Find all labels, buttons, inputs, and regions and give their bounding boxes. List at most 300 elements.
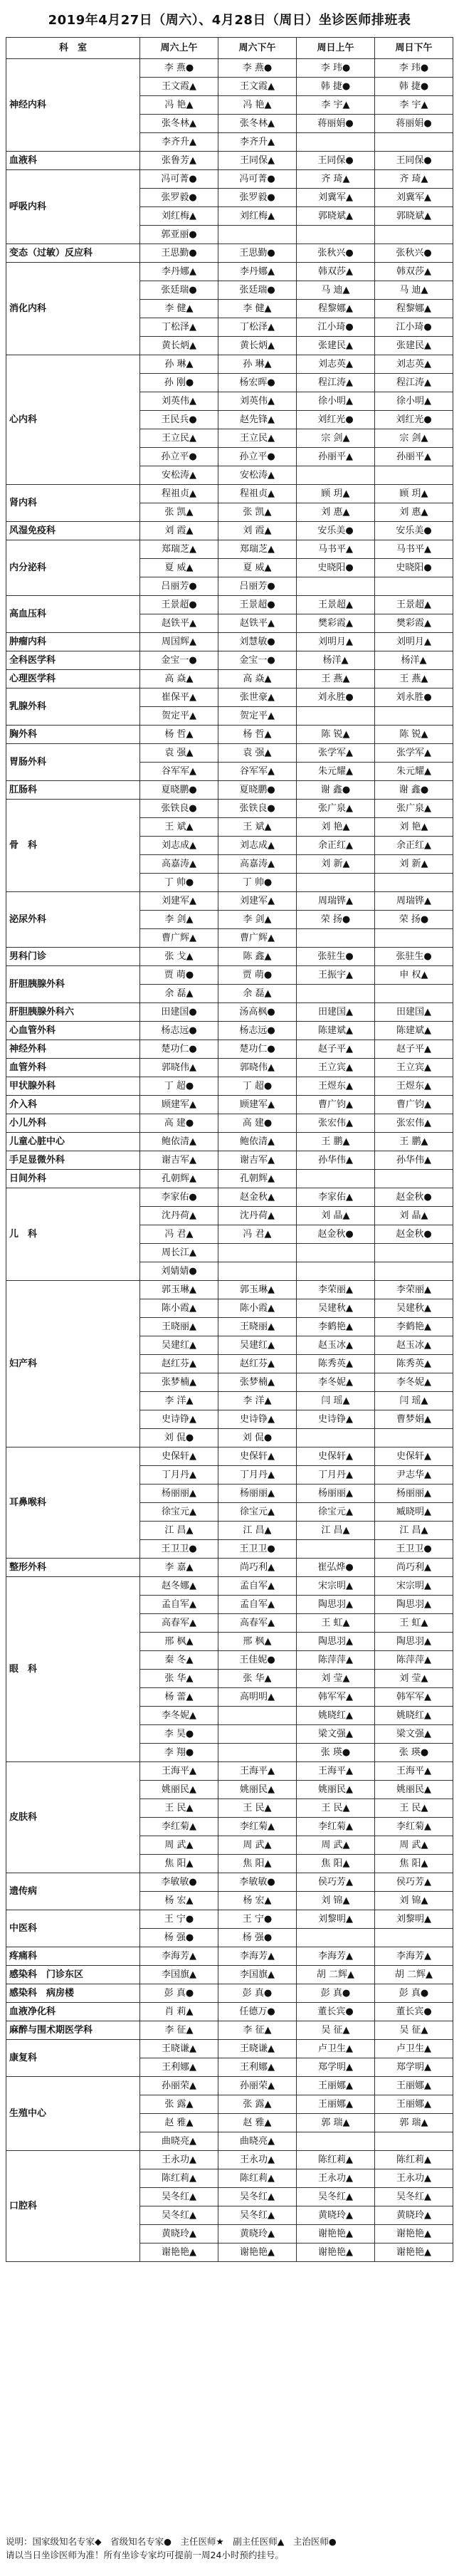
doctor-cell: 张鲁芳▲ — [140, 152, 218, 170]
doctor-cell: 陈萍萍▲ — [297, 1651, 375, 1670]
header-sat-pm: 周六下午 — [218, 38, 297, 59]
doctor-cell: 高嘉涛▲ — [218, 855, 297, 874]
doctor-cell: 宗 剑▲ — [375, 429, 453, 448]
doctor-cell: 王 斌▲ — [140, 818, 218, 837]
doctor-cell: 崔保平▲ — [140, 688, 218, 707]
department-name: 介入科 — [6, 1096, 140, 1114]
doctor-cell: 刘 新▲ — [375, 855, 453, 874]
doctor-cell: 金宝一● — [218, 651, 297, 670]
table-row — [6, 2021, 453, 2040]
doctor-cell: 李国旗▲ — [140, 1966, 218, 1984]
doctor-cell — [297, 577, 375, 596]
doctor-cell: 李冬妮▲ — [297, 1373, 375, 1392]
table-row — [6, 2151, 453, 2169]
doctor-cell: 贾 萌● — [140, 966, 218, 985]
doctor-cell: 张宏伟▲ — [375, 1114, 453, 1133]
doctor-cell: 刘 莹▲ — [297, 1670, 375, 1688]
department-name: 手足显微外科 — [6, 1151, 140, 1170]
doctor-cell: 张梦楠▲ — [218, 1373, 297, 1392]
doctor-cell: 孙 刚● — [140, 374, 218, 392]
doctor-cell: 史晓阳● — [297, 559, 375, 577]
doctor-cell: 杨 哲▲ — [218, 726, 297, 744]
doctor-cell: 杨丽丽▲ — [297, 1485, 375, 1503]
doctor-cell — [218, 1744, 297, 1762]
doctor-cell: 王海平▲ — [218, 1762, 297, 1781]
doctor-cell: 陈红莉▲ — [375, 2151, 453, 2169]
doctor-cell: 郭晓伟▲ — [218, 1059, 297, 1077]
doctor-cell: 郭 瑞▲ — [297, 2114, 375, 2132]
department-name: 皮肤科 — [6, 1762, 140, 1873]
doctor-cell: 史保轩▲ — [297, 1447, 375, 1466]
footer-notes — [6, 2535, 453, 2562]
department-name: 血液科 — [6, 152, 140, 170]
doctor-cell: 田建国▲ — [297, 1003, 375, 1022]
table-row — [6, 485, 453, 503]
doctor-cell: 刘 锦▲ — [297, 1892, 375, 1910]
doctor-cell: 陈萍萍▲ — [375, 1651, 453, 1670]
doctor-cell: 张梦楠▲ — [140, 1373, 218, 1392]
doctor-cell: 刘英伟▲ — [218, 392, 297, 411]
doctor-cell: 王 虹▲ — [297, 1614, 375, 1633]
department-name: 耳鼻喉科 — [6, 1447, 140, 1559]
doctor-cell: 王 燕▲ — [297, 670, 375, 688]
doctor-cell: 朱元耀▲ — [375, 763, 453, 781]
department-name: 心理医学科 — [6, 670, 140, 688]
department-name: 肿瘤内科 — [6, 633, 140, 651]
doctor-cell: 赵冬娜▲ — [140, 1577, 218, 1596]
doctor-cell: 郭晓伟▲ — [140, 1059, 218, 1077]
doctor-cell: 肖 莉▲ — [140, 2003, 218, 2021]
doctor-cell: 李荣丽▲ — [375, 1281, 453, 1299]
doctor-cell — [297, 133, 375, 152]
doctor-cell: 尹志华▲ — [375, 1466, 453, 1485]
doctor-cell: 韩 捷● — [375, 78, 453, 96]
doctor-cell: 马书平▲ — [297, 540, 375, 559]
doctor-cell: 吴冬红▲ — [218, 2188, 297, 2206]
doctor-cell — [375, 1244, 453, 1262]
doctor-cell: 赵玉冰▲ — [297, 1336, 375, 1355]
doctor-cell: 高春军▲ — [218, 1614, 297, 1633]
doctor-cell: 丁月丹▲ — [140, 1466, 218, 1485]
doctor-cell: 梁文强▲ — [297, 1725, 375, 1744]
doctor-cell: 程祖贞▲ — [140, 485, 218, 503]
doctor-cell: 余 磊▲ — [218, 985, 297, 1003]
doctor-cell — [375, 929, 453, 948]
doctor-cell: 李鹤艳▲ — [375, 1318, 453, 1336]
doctor-cell: 李红菊▲ — [375, 1818, 453, 1836]
doctor-cell: 孙 琳▲ — [218, 355, 297, 374]
doctor-cell: 刘志英▲ — [297, 355, 375, 374]
doctor-cell: 李冬妮▲ — [140, 1707, 218, 1725]
doctor-cell: 王 燕▲ — [375, 670, 453, 688]
doctor-cell: 贺定平▲ — [140, 707, 218, 726]
doctor-cell: 丁松泽▲ — [218, 318, 297, 337]
doctor-cell: 张宏伟▲ — [297, 1114, 375, 1133]
table-row — [6, 744, 453, 763]
department-name: 日间外科 — [6, 1170, 140, 1188]
doctor-cell: 吴 征▲ — [297, 2021, 375, 2040]
doctor-cell — [375, 133, 453, 152]
doctor-cell: 陈 锐▲ — [375, 726, 453, 744]
table-row — [6, 948, 453, 966]
doctor-cell: 赵子平▲ — [375, 1040, 453, 1059]
doctor-cell: 王 民▲ — [140, 1799, 218, 1818]
doctor-cell: 刘冀军▲ — [375, 189, 453, 207]
doctor-cell: 闫 瑶▲ — [297, 1392, 375, 1410]
doctor-cell: 胡 二辉▲ — [375, 1966, 453, 1984]
doctor-cell: 彭 真● — [140, 1984, 218, 2003]
doctor-cell — [218, 1262, 297, 1281]
table-row — [6, 1077, 453, 1096]
doctor-cell: 刘明月▲ — [297, 633, 375, 651]
appointment-note: 请以当日坐诊医师为准！所有坐诊专家均可提前一周24小时预约挂号。 — [6, 2550, 284, 2560]
doctor-cell: 丁 帅● — [218, 874, 297, 892]
doctor-cell: 韩双莎▲ — [375, 263, 453, 281]
doctor-cell: 安松涛▲ — [140, 466, 218, 485]
doctor-cell: 楚功仁● — [218, 1040, 297, 1059]
doctor-cell: 王丽娜▲ — [297, 2077, 375, 2095]
doctor-cell: 程黎娜▲ — [375, 300, 453, 318]
doctor-cell: 李 宇▲ — [297, 96, 375, 115]
doctor-cell: 王丽娜▲ — [297, 2095, 375, 2114]
doctor-cell: 陈秀英▲ — [297, 1355, 375, 1373]
doctor-cell: 吴冬红▲ — [375, 2188, 453, 2206]
doctor-cell: 孙丽平▲ — [375, 448, 453, 466]
doctor-cell: 张 华▲ — [218, 1670, 297, 1688]
doctor-cell: 郑瑞芝▲ — [218, 540, 297, 559]
doctor-cell — [297, 1262, 375, 1281]
doctor-cell: 李国旗▲ — [218, 1966, 297, 1984]
doctor-cell: 王 民▲ — [297, 1799, 375, 1818]
doctor-cell: 陶思羽▲ — [375, 1596, 453, 1614]
doctor-cell: 杨 强● — [218, 1929, 297, 1947]
doctor-cell: 孙丽荣▲ — [218, 2077, 297, 2095]
doctor-cell: 刘 霞▲ — [140, 522, 218, 540]
doctor-cell — [297, 226, 375, 244]
doctor-cell: 王永功▲ — [218, 2151, 297, 2169]
table-row — [6, 540, 453, 559]
doctor-cell — [297, 2132, 375, 2151]
doctor-cell: 侯巧芳▲ — [375, 1873, 453, 1892]
table-row — [6, 800, 453, 818]
doctor-cell: 史晓阳● — [375, 559, 453, 577]
doctor-cell: 赵 雅▲ — [218, 2114, 297, 2132]
doctor-cell: 王晓谦▲ — [140, 2040, 218, 2058]
doctor-cell: 黄晓玲▲ — [375, 2206, 453, 2225]
doctor-cell: 陶思羽▲ — [297, 1596, 375, 1614]
department-name: 康复科 — [6, 2040, 140, 2077]
doctor-cell: 韩军军▲ — [297, 1688, 375, 1707]
table-row — [6, 1910, 453, 1929]
table-row — [6, 670, 453, 688]
doctor-cell: 李 翔● — [140, 1744, 218, 1762]
doctor-cell: 齐 琦▲ — [375, 170, 453, 189]
doctor-cell: 李海芳▲ — [140, 1947, 218, 1966]
doctor-cell: 张 戈▲ — [140, 948, 218, 966]
doctor-cell: 陈红莉▲ — [297, 2151, 375, 2169]
doctor-cell: 马书平▲ — [375, 540, 453, 559]
doctor-cell: 吕丽芳● — [218, 577, 297, 596]
doctor-cell — [375, 874, 453, 892]
doctor-cell: 程黎娜▲ — [297, 300, 375, 318]
doctor-cell: 荣 扬● — [375, 911, 453, 929]
doctor-cell: 王景超▲ — [375, 596, 453, 614]
doctor-cell: 王同保● — [375, 152, 453, 170]
doctor-cell: 高 焱▲ — [140, 670, 218, 688]
doctor-cell: 夏晓鹏● — [218, 781, 297, 800]
doctor-cell: 史保轩▲ — [140, 1447, 218, 1466]
table-row — [6, 1170, 453, 1188]
doctor-cell: 孙丽荣▲ — [140, 2077, 218, 2095]
doctor-cell: 张建民▲ — [375, 337, 453, 355]
doctor-cell: 刘永胜● — [375, 688, 453, 707]
doctor-cell: 王煜东▲ — [375, 1077, 453, 1096]
department-name: 肝胆胰腺外科六 — [6, 1003, 140, 1022]
doctor-cell: 姚丽民▲ — [218, 1781, 297, 1799]
table-row — [6, 781, 453, 800]
doctor-cell: 曲晓亮▲ — [140, 2132, 218, 2151]
doctor-cell: 王 鹏▲ — [375, 1133, 453, 1151]
doctor-cell: 李家佑▲ — [297, 1188, 375, 1207]
doctor-cell: 余 磊▲ — [140, 985, 218, 1003]
doctor-cell: 吴建秋▲ — [297, 1299, 375, 1318]
doctor-cell: 姚晓红▲ — [375, 1707, 453, 1725]
doctor-cell: 王永功▲ — [375, 2169, 453, 2188]
doctor-cell — [375, 1262, 453, 1281]
doctor-cell: 孙华伟▲ — [375, 1151, 453, 1170]
doctor-cell: 王民兵● — [140, 411, 218, 429]
doctor-cell — [297, 707, 375, 726]
doctor-cell: 王海平▲ — [140, 1762, 218, 1781]
department-name: 变态（过敏）反应科 — [6, 244, 140, 263]
doctor-cell — [375, 1170, 453, 1188]
doctor-cell: 张铁良● — [140, 800, 218, 818]
doctor-cell: 王同保▲ — [218, 152, 297, 170]
doctor-cell: 王永功▲ — [140, 2151, 218, 2169]
doctor-cell — [297, 1540, 375, 1559]
table-row — [6, 1188, 453, 1207]
department-name: 全科医学科 — [6, 651, 140, 670]
doctor-cell: 王晓丽▲ — [218, 1318, 297, 1336]
department-name: 疼痛科 — [6, 1947, 140, 1966]
doctor-cell: 李海芳▲ — [297, 1947, 375, 1966]
table-row — [6, 1577, 453, 1596]
doctor-cell: 孟自军▲ — [218, 1596, 297, 1614]
table-row — [6, 633, 453, 651]
doctor-cell: 胡 二辉▲ — [297, 1966, 375, 1984]
doctor-cell: 董长宾● — [375, 2003, 453, 2021]
doctor-cell: 吴冬红▲ — [140, 2188, 218, 2206]
doctor-cell: 李 洋▲ — [140, 1392, 218, 1410]
department-name: 男科门诊 — [6, 948, 140, 966]
doctor-cell: 陶思羽▲ — [375, 1633, 453, 1651]
schedule-table — [6, 37, 453, 2262]
doctor-cell — [375, 466, 453, 485]
doctor-cell: 李丹娜▲ — [218, 263, 297, 281]
doctor-cell: 李 洋▲ — [218, 1392, 297, 1410]
doctor-cell: 张广泉▲ — [297, 800, 375, 818]
doctor-cell: 吴冬红▲ — [297, 2188, 375, 2206]
doctor-cell: 尚巧利▲ — [375, 1559, 453, 1577]
doctor-cell: 张 凯▲ — [140, 503, 218, 522]
department-name: 胸外科 — [6, 726, 140, 744]
doctor-cell: 楚功仁● — [140, 1040, 218, 1059]
doctor-cell: 高嘉涛▲ — [140, 855, 218, 874]
doctor-cell: 杨 宏▲ — [218, 1892, 297, 1910]
doctor-cell: 李红菊▲ — [218, 1818, 297, 1836]
doctor-cell: 杨丽丽▲ — [140, 1485, 218, 1503]
doctor-cell: 刘 晶▲ — [297, 1207, 375, 1225]
doctor-cell: 王文霞▲ — [140, 78, 218, 96]
doctor-cell: 侯巧芳▲ — [297, 1873, 375, 1892]
doctor-cell: 郭亚丽● — [140, 226, 218, 244]
doctor-cell: 曲晓亮▲ — [218, 2132, 297, 2151]
doctor-cell: 张学军▲ — [375, 744, 453, 763]
doctor-cell: 张驻生● — [297, 948, 375, 966]
table-row — [6, 892, 453, 911]
department-name: 眼 科 — [6, 1577, 140, 1762]
doctor-cell: 谢艳艳▲ — [375, 2225, 453, 2243]
doctor-cell: 黄晓玲▲ — [297, 2206, 375, 2225]
table-row — [6, 1947, 453, 1966]
header-row — [6, 38, 453, 59]
doctor-cell: 王卫卫● — [140, 1540, 218, 1559]
department-name: 泌尿外科 — [6, 892, 140, 948]
doctor-cell: 卢卫生▲ — [297, 2040, 375, 2058]
doctor-cell: 焦 阳▲ — [140, 1855, 218, 1873]
doctor-cell: 刘红梅▲ — [140, 207, 218, 226]
doctor-cell: 谢吉军▲ — [140, 1151, 218, 1170]
doctor-cell: 丁 超● — [140, 1077, 218, 1096]
doctor-cell: 谢艳艳▲ — [218, 2243, 297, 2262]
department-name: 消化内科 — [6, 263, 140, 355]
doctor-cell: 张罗毅● — [218, 189, 297, 207]
table-row — [6, 1966, 453, 1984]
doctor-cell: 贺定平▲ — [218, 707, 297, 726]
doctor-cell: 张廷瑞● — [218, 281, 297, 300]
doctor-cell: 邢 枫▲ — [218, 1633, 297, 1651]
doctor-cell — [297, 1429, 375, 1447]
department-name: 高血压科 — [6, 596, 140, 633]
doctor-cell: 张 露▲ — [140, 2095, 218, 2114]
doctor-cell: 刘英伟▲ — [140, 392, 218, 411]
table-row — [6, 244, 453, 263]
doctor-cell: 顾 玥▲ — [297, 485, 375, 503]
doctor-cell — [297, 874, 375, 892]
doctor-cell: 张世豪▲ — [218, 688, 297, 707]
doctor-cell: 刘 侃● — [218, 1429, 297, 1447]
doctor-cell: 江 昌▲ — [218, 1522, 297, 1540]
doctor-cell: 孙 琳▲ — [140, 355, 218, 374]
doctor-cell: 梁文强▲ — [375, 1725, 453, 1744]
doctor-cell: 刘志成▲ — [218, 837, 297, 855]
doctor-cell: 程祖贞▲ — [218, 485, 297, 503]
table-row — [6, 1022, 453, 1040]
doctor-cell: 刘明月▲ — [375, 633, 453, 651]
doctor-cell: 赵玉冰▲ — [375, 1336, 453, 1355]
doctor-cell: 李 昊● — [140, 1725, 218, 1744]
doctor-cell: 曹广辉▲ — [218, 929, 297, 948]
doctor-cell: 王海平▲ — [375, 1762, 453, 1781]
doctor-cell: 沈丹荷▲ — [140, 1207, 218, 1225]
doctor-cell: 李海芳▲ — [375, 1947, 453, 1966]
doctor-cell: 王 宁● — [140, 1910, 218, 1929]
doctor-cell: 程江涛▲ — [297, 374, 375, 392]
doctor-cell: 李 征▲ — [140, 2021, 218, 2040]
department-name: 乳腺外科 — [6, 688, 140, 726]
doctor-cell: 张 露▲ — [218, 2095, 297, 2114]
doctor-cell: 李敏敏● — [140, 1873, 218, 1892]
doctor-cell: 王立民▲ — [218, 429, 297, 448]
doctor-cell: 彭 真● — [218, 1984, 297, 2003]
doctor-cell: 孟自军▲ — [218, 1577, 297, 1596]
doctor-cell: 江小琦● — [297, 318, 375, 337]
doctor-cell: 黄长炳▲ — [218, 337, 297, 355]
table-row — [6, 2003, 453, 2021]
doctor-cell: 徐宝元▲ — [218, 1503, 297, 1522]
doctor-cell: 王丽娜▲ — [375, 2077, 453, 2095]
doctor-cell: 曹广钧▲ — [375, 1096, 453, 1114]
doctor-cell: 王卫卫● — [375, 1540, 453, 1559]
doctor-cell: 杨洋▲ — [375, 651, 453, 670]
doctor-cell: 刘 艳▲ — [297, 818, 375, 837]
doctor-cell: 冯 艳▲ — [218, 96, 297, 115]
doctor-cell: 高 建● — [218, 1114, 297, 1133]
doctor-cell: 徐宝元▲ — [140, 1503, 218, 1522]
doctor-cell — [297, 985, 375, 1003]
table-row — [6, 152, 453, 170]
doctor-cell: 王同保● — [297, 152, 375, 170]
doctor-cell: 孟自军▲ — [140, 1596, 218, 1614]
doctor-cell: 杨 强● — [140, 1929, 218, 1947]
doctor-cell: 曹广辉▲ — [140, 929, 218, 948]
header-sun-am: 周日上午 — [297, 38, 375, 59]
doctor-cell: 丁松泽▲ — [140, 318, 218, 337]
doctor-cell — [375, 2132, 453, 2151]
doctor-cell: 夏 威▲ — [218, 559, 297, 577]
table-row — [6, 59, 453, 78]
doctor-cell: 焦 阳▲ — [218, 1855, 297, 1873]
doctor-cell: 张罗毅● — [140, 189, 218, 207]
doctor-cell: 陈秀英▲ — [375, 1355, 453, 1373]
doctor-cell: 王永功▲ — [297, 2169, 375, 2188]
doctor-cell: 李荣丽▲ — [297, 1281, 375, 1299]
doctor-cell: 孔朝辉▲ — [218, 1170, 297, 1188]
doctor-cell: 刘 锦▲ — [375, 1892, 453, 1910]
doctor-cell: 张 华▲ — [140, 1670, 218, 1688]
doctor-cell: 冯可菁● — [140, 170, 218, 189]
doctor-cell: 田建国▲ — [375, 1003, 453, 1022]
doctor-cell: 焦 阳▲ — [375, 1855, 453, 1873]
doctor-cell: 荣 扬● — [297, 911, 375, 929]
department-name: 口腔科 — [6, 2151, 140, 2262]
department-name: 神经内科 — [6, 59, 140, 152]
doctor-cell: 卢卫生▲ — [375, 2040, 453, 2058]
doctor-cell: 杨志远● — [140, 1022, 218, 1040]
doctor-cell: 徐小明▲ — [375, 392, 453, 411]
doctor-cell — [375, 707, 453, 726]
doctor-cell: 韩双莎▲ — [297, 263, 375, 281]
doctor-cell: 张驻生● — [375, 948, 453, 966]
table-row — [6, 263, 453, 281]
doctor-cell: 史保轩▲ — [375, 1447, 453, 1466]
table-row — [6, 2040, 453, 2058]
doctor-cell: 张廷瑞● — [140, 281, 218, 300]
doctor-cell: 李丹娜▲ — [140, 263, 218, 281]
doctor-cell: 郭晓斌▲ — [375, 207, 453, 226]
table-row — [6, 688, 453, 707]
doctor-cell: 陈小霞▲ — [140, 1299, 218, 1318]
